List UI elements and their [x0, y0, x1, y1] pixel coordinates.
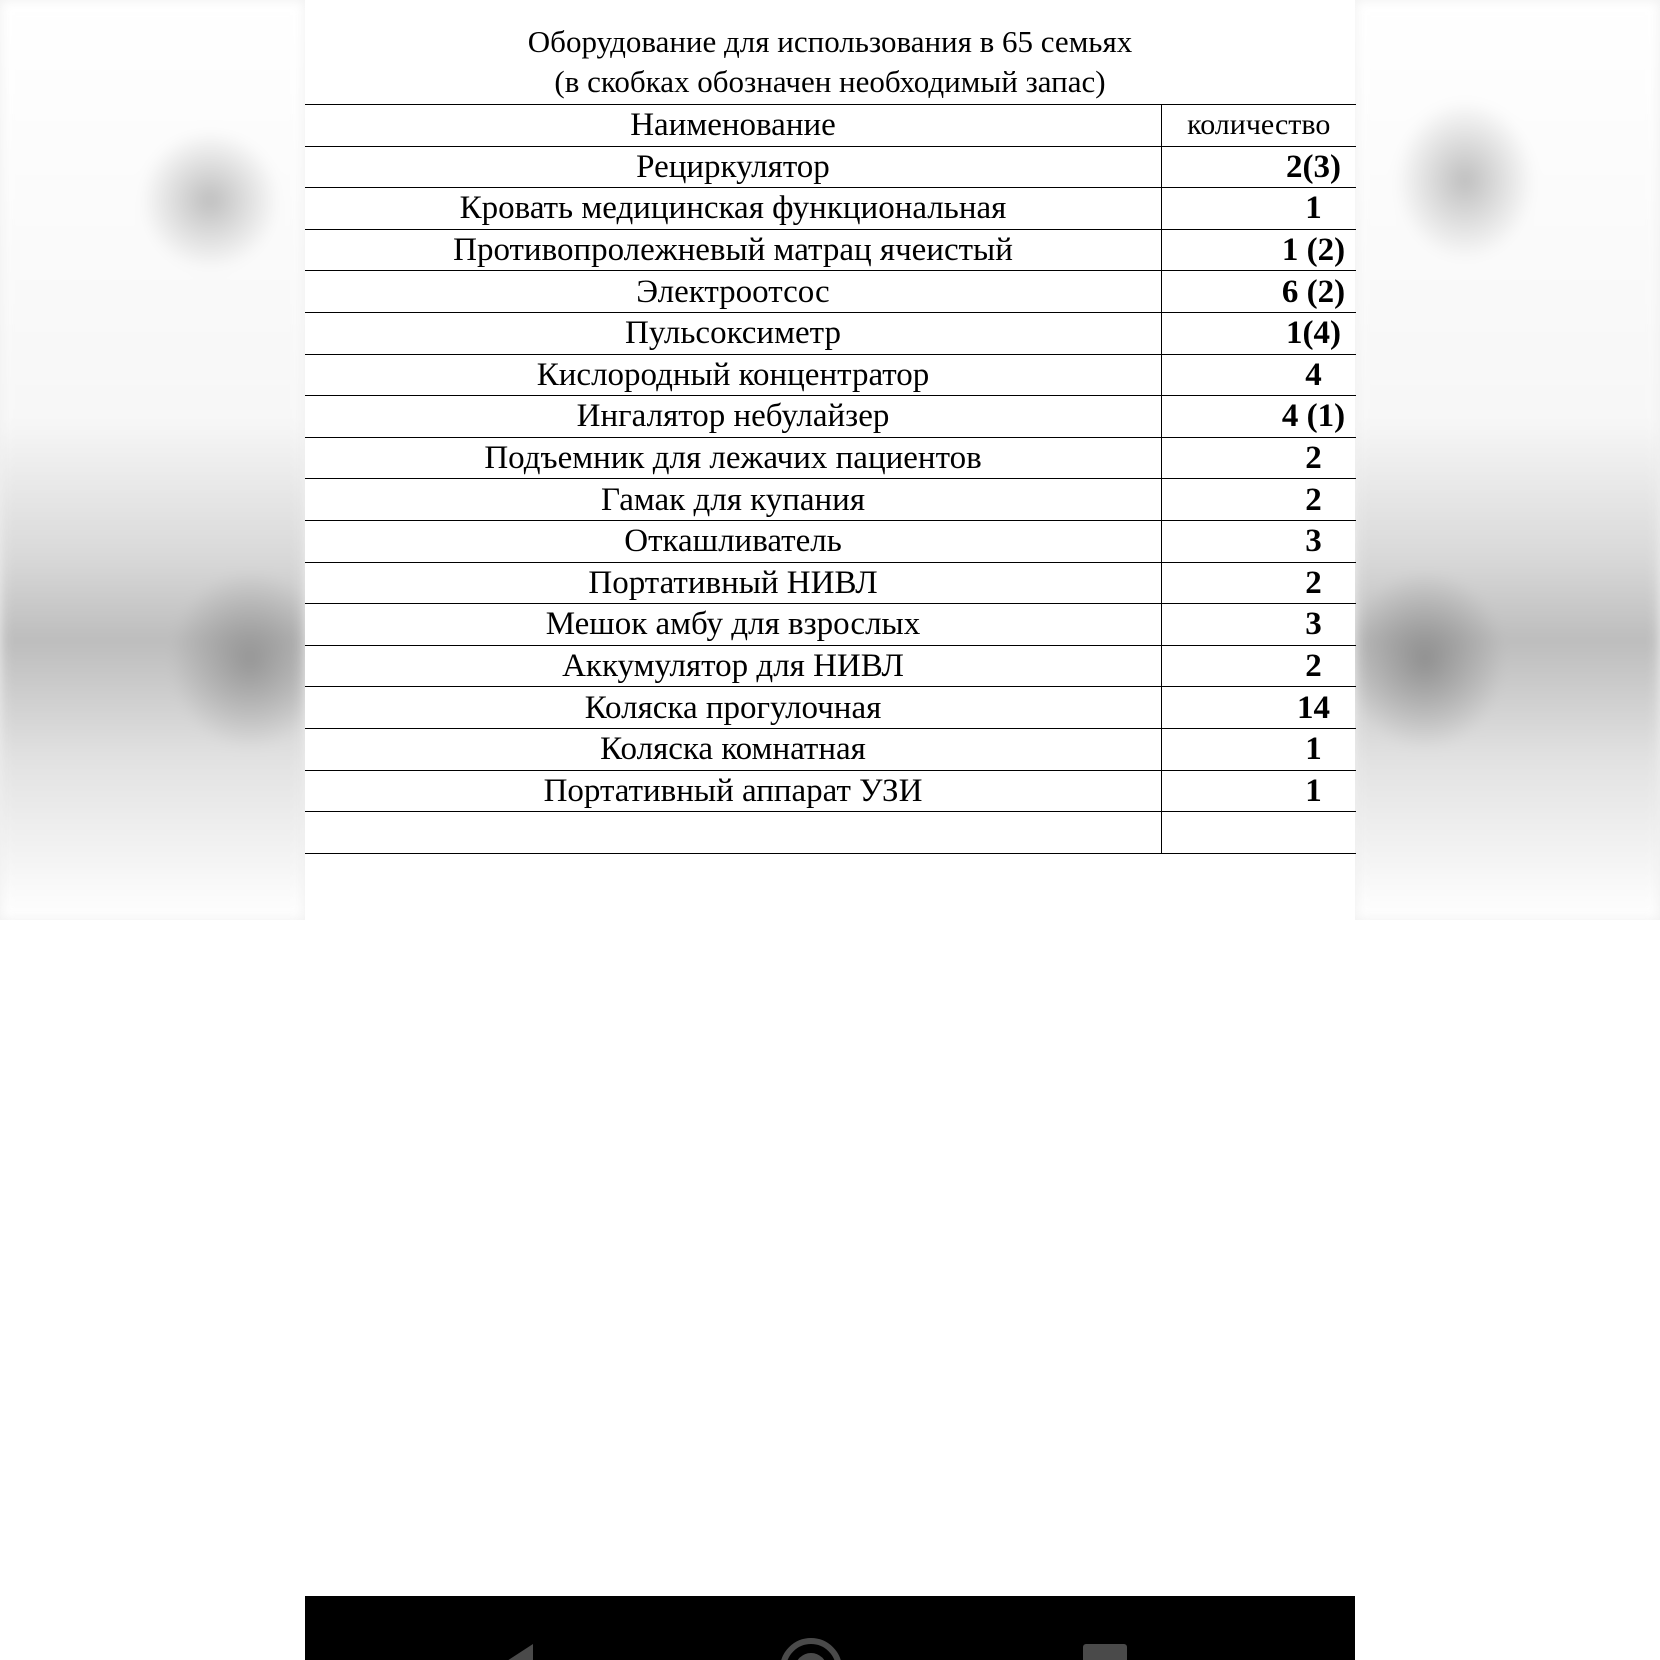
item-qty-value: 1: [1305, 772, 1322, 809]
item-qty-value: 2: [1305, 564, 1322, 601]
back-button[interactable]: [475, 1636, 555, 1660]
item-qty-value: 2: [1305, 481, 1322, 518]
item-name-cell: [305, 812, 1162, 854]
item-qty-cell: [1162, 437, 1356, 479]
title-line-2: (в скобках обозначен необходимый запас): [554, 64, 1106, 99]
item-qty-cell: [1162, 271, 1356, 313]
item-name-cell: Аккумулятор для НИВЛ: [305, 645, 1162, 687]
header-name-cell: Наименование: [305, 105, 1162, 147]
item-qty-value: 1(4): [1286, 315, 1341, 352]
blurred-lower-area: [1355, 920, 1660, 1660]
item-qty-value: 6 (2): [1281, 273, 1346, 310]
blurred-lower-area: [0, 920, 305, 1660]
table-row: [305, 188, 1356, 230]
item-qty-cell: [1162, 146, 1356, 188]
item-qty-cell: [1162, 354, 1356, 396]
item-qty-cell: [1162, 312, 1356, 354]
item-name-cell: Коляска комнатная: [305, 728, 1162, 770]
item-qty-value: 1: [1305, 190, 1322, 227]
table-header-row: [305, 105, 1356, 147]
item-qty-value: 1: [1305, 731, 1322, 768]
item-qty-cell: [1162, 229, 1356, 271]
table-row: [305, 437, 1356, 479]
recent-apps-button[interactable]: [1065, 1636, 1145, 1660]
android-navigation-bar: [305, 1596, 1355, 1660]
item-qty-value: 1 (2): [1281, 232, 1346, 269]
table-row: [305, 645, 1356, 687]
item-name-cell: Кровать медицинская функциональная: [305, 188, 1162, 230]
blurred-background-left: [0, 0, 305, 1660]
item-qty-cell: [1162, 645, 1356, 687]
table-row: [305, 354, 1356, 396]
equipment-table: [305, 104, 1356, 854]
item-qty-cell: [1162, 562, 1356, 604]
back-triangle-icon: [493, 1644, 533, 1660]
item-qty-cell: [1162, 812, 1356, 854]
item-name-cell: Ингалятор небулайзер: [305, 396, 1162, 438]
item-name-cell: Кислородный концентратор: [305, 354, 1162, 396]
blurred-page-copy: [1355, 0, 1660, 920]
item-name-cell: Противопролежневый матрац ячеистый: [305, 229, 1162, 271]
table-row: [305, 687, 1356, 729]
table-row: [305, 396, 1356, 438]
item-name-cell: Мешок амбу для взрослых: [305, 604, 1162, 646]
item-qty-value: 2: [1305, 648, 1322, 685]
table-row: [305, 562, 1356, 604]
table-row: [305, 229, 1356, 271]
item-name-cell: Коляска прогулочная: [305, 687, 1162, 729]
table-row: [305, 604, 1356, 646]
image-viewer-screen[interactable]: [305, 0, 1355, 1660]
item-qty-cell: [1162, 770, 1356, 812]
item-qty-value: 2: [1305, 440, 1322, 477]
item-qty-cell: [1162, 479, 1356, 521]
table-row: [305, 770, 1356, 812]
item-qty-cell: [1162, 520, 1356, 562]
item-qty-value: 4: [1305, 356, 1322, 393]
item-qty-cell: [1162, 687, 1356, 729]
item-qty-cell: [1162, 188, 1356, 230]
home-circle-icon: [780, 1638, 842, 1660]
table-row: [305, 812, 1356, 854]
item-qty-value: 3: [1305, 523, 1322, 560]
item-qty-cell: [1162, 604, 1356, 646]
table-row: [305, 520, 1356, 562]
item-name-cell: Рециркулятор: [305, 146, 1162, 188]
home-button[interactable]: [770, 1636, 850, 1660]
item-name-cell: Электроотсос: [305, 271, 1162, 313]
title-line-1: Оборудование для использования в 65 семьях: [527, 24, 1133, 59]
item-qty-cell: [1162, 396, 1356, 438]
table-row: [305, 271, 1356, 313]
item-qty-value: 3: [1305, 606, 1322, 643]
recent-apps-square-icon: [1083, 1644, 1127, 1660]
item-qty-cell: [1162, 728, 1356, 770]
item-name-cell: Подъемник для лежачих пациентов: [305, 437, 1162, 479]
item-qty-value: 4 (1): [1281, 398, 1346, 435]
item-name-cell: Портативный аппарат УЗИ: [305, 770, 1162, 812]
header-qty-cell: количество: [1162, 105, 1356, 147]
item-qty-value: 2(3): [1286, 148, 1341, 185]
item-qty-value: 14: [1297, 689, 1330, 726]
table-row: [305, 146, 1356, 188]
blurred-background-right: [1355, 0, 1660, 1660]
item-name-cell: Откашливатель: [305, 520, 1162, 562]
blurred-page-copy: [0, 0, 305, 920]
item-name-cell: Пульсоксиметр: [305, 312, 1162, 354]
table-row: [305, 479, 1356, 521]
table-row: [305, 728, 1356, 770]
table-row: [305, 312, 1356, 354]
item-name-cell: Гамак для купания: [305, 479, 1162, 521]
item-name-cell: Портативный НИВЛ: [305, 562, 1162, 604]
document-title: [305, 22, 1355, 102]
